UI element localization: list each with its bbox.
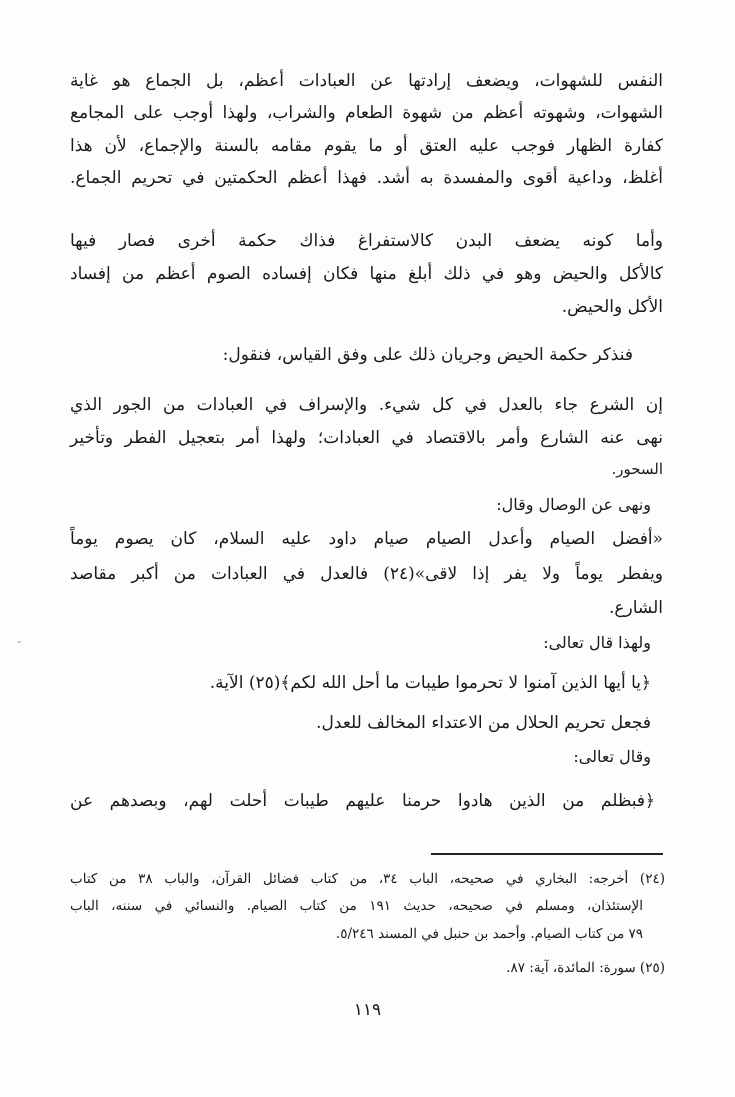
- footnote-separator: [431, 853, 663, 855]
- body-line: «أفضل الصيام وأعدل الصيام صيام داود عليه السلام، كان يصوم يوماً: [70, 529, 663, 549]
- body-line: كفارة الظهار فوجب عليه العتق أو ما يقوم مقامه بالسنة والإجماع، لأن هذا: [70, 136, 663, 156]
- body-line: الشهوات، وشهوته أعظم من شهوة الطعام والشراب، ولهذا أوجب على المجامع: [70, 103, 663, 123]
- body-line: وأما كونه يضعف البدن كالاستفراغ فذاك حكمة أخرى فصار فيها: [70, 231, 663, 251]
- body-line: كالأكل والحيض وهو في ذلك أبلغ منها فكان إفساده الصوم أعظم من إفساد: [70, 264, 663, 284]
- body-line: الشارع.: [608, 598, 663, 618]
- body-line: الأكل والحيض.: [561, 297, 663, 317]
- quran-verse: ﴿فبظلم من الذين هادوا حرمنا عليهم طيبات أحلت لهم، وبصدهم عن: [70, 791, 655, 811]
- footnote-24-line: (٢٤) أخرجه: البخاري في صحيحه، الباب ٣٤، من كتاب فضائل القرآن، والباب ٣٨ من كتاب: [70, 871, 665, 887]
- body-line: فنذكر حكمة الحيض وجريان ذلك على وفق القياس، فنقول:: [222, 345, 633, 365]
- page-number: ١١٩: [353, 1000, 382, 1020]
- scan-mark-icon: ˘: [16, 640, 22, 653]
- body-line: أغلظ، وداعية أقوى والمفسدة به أشد. فهذا أعظم الحكمتين في تحريم الجماع.: [70, 168, 663, 188]
- body-line: ويفطر يوماً ولا يفر إذا لاقى»(٢٤) فالعدل في العبادات من أكبر مقاصد: [70, 564, 664, 584]
- body-line: إن الشرع جاء بالعدل في كل شيء. والإسراف في العبادات من الجور الذي: [70, 395, 663, 415]
- body-line: فجعل تحريم الحلال من الاعتداء المخالف للعدل.: [316, 713, 651, 733]
- body-line: النفس للشهوات، ويضعف إرادتها عن العبادات أعظم، بل الجماع هو غاية: [70, 71, 663, 91]
- body-line: ولهذا قال تعالى:: [543, 633, 651, 652]
- footnote-24-line: الإستئذان، ومسلم في صحيحه، حديث ١٩١ من كتاب الصيام. والنسائي في سننه، الباب: [70, 898, 644, 914]
- footnote-24-line: ٧٩ من كتاب الصيام. وأحمد بن حنبل في المسند ٥/٢٤٦.: [335, 926, 643, 942]
- body-line: نهى عنه الشارع وأمر بالاقتصاد في العبادات؛ ولهذا أمر بتعجيل الفطر وتأخير: [70, 428, 663, 448]
- quran-verse: ﴿يا أيها الذين آمنوا لا تحرموا طيبات ما أحل الله لكم﴾(٢٥) الآية.: [209, 673, 651, 693]
- body-line: السحور.: [611, 460, 663, 478]
- body-line: ونهى عن الوصال وقال:: [496, 495, 651, 514]
- body-line: وقال تعالى:: [573, 747, 651, 766]
- footnote-25: (٢٥) سورة: المائدة، آية: ٨٧.: [506, 960, 665, 976]
